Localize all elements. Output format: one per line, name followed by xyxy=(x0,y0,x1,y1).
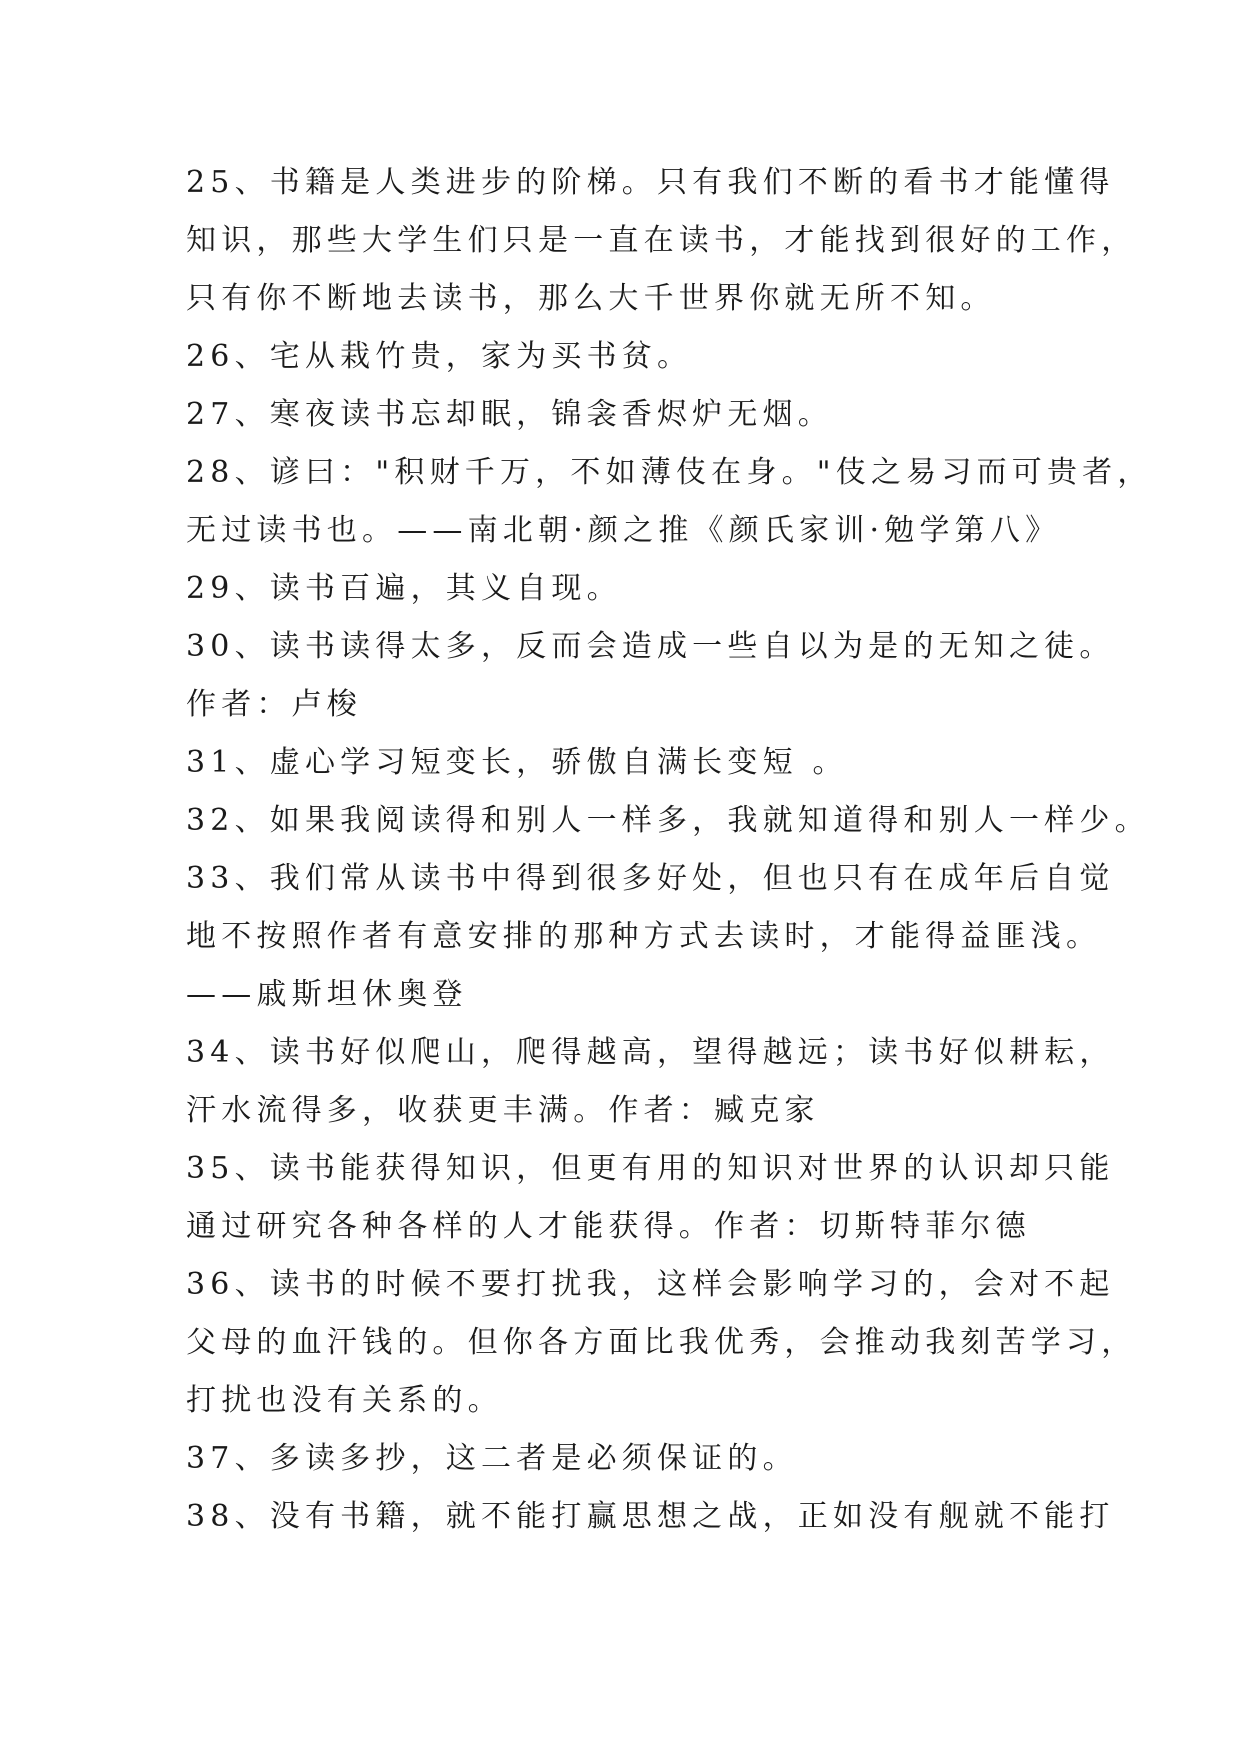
text-line: 34、读书好似爬山，爬得越高，望得越远；读书好似耕耘， xyxy=(186,1035,1115,1070)
text-line: 打扰也没有关系的。 xyxy=(186,1383,503,1418)
text-line: 37、多读多抄，这二者是必须保证的。 xyxy=(186,1441,798,1476)
text-line: 30、读书读得太多，反而会造成一些自以为是的无知之徒。 xyxy=(186,629,1115,664)
text-line: 32、如果我阅读得和别人一样多，我就知道得和别人一样少。 xyxy=(186,803,1150,838)
text-line: 29、读书百遍，其义自现。 xyxy=(186,571,622,606)
text-line: 36、读书的时候不要打扰我，这样会影响学习的，会对不起 xyxy=(186,1267,1115,1302)
text-line: 28、谚曰："积财千万，不如薄伎在身。"伎之易习而可贵者， xyxy=(186,455,1153,490)
text-line: 26、宅从栽竹贵，家为买书贫。 xyxy=(186,339,693,374)
text-line: 通过研究各种各样的人才能获得。作者：切斯特菲尔德 xyxy=(186,1209,1031,1244)
text-line: 无过读书也。——南北朝·颜之推《颜氏家训·勉学第八》 xyxy=(186,513,1061,548)
text-line: 父母的血汗钱的。但你各方面比我优秀，会推动我刻苦学习， xyxy=(186,1325,1137,1360)
document-body xyxy=(186,154,1153,1546)
text-line: 33、我们常从读书中得到很多好处，但也只有在成年后自觉 xyxy=(186,861,1115,896)
text-line: 只有你不断地去读书，那么大千世界你就无所不知。 xyxy=(186,281,996,316)
text-line: ——戚斯坦休奥登 xyxy=(186,977,468,1012)
text-line: 38、没有书籍，就不能打赢思想之战，正如没有舰就不能打 xyxy=(186,1499,1115,1534)
text-line: 汗水流得多，收获更丰满。作者：臧克家 xyxy=(186,1093,820,1128)
text-line: 25、书籍是人类进步的阶梯。只有我们不断的看书才能懂得 xyxy=(186,165,1115,200)
text-line: 27、寒夜读书忘却眠，锦衾香烬炉无烟。 xyxy=(186,397,833,432)
text-line: 地不按照作者有意安排的那种方式去读时，才能得益匪浅。 xyxy=(186,919,1102,954)
text-line: 31、虚心学习短变长，骄傲自满长变短 。 xyxy=(186,745,848,780)
text-line: 知识，那些大学生们只是一直在读书，才能找到很好的工作， xyxy=(186,223,1137,258)
text-line: 作者：卢梭 xyxy=(186,687,362,722)
text-line: 35、读书能获得知识，但更有用的知识对世界的认识却只能 xyxy=(186,1151,1115,1186)
